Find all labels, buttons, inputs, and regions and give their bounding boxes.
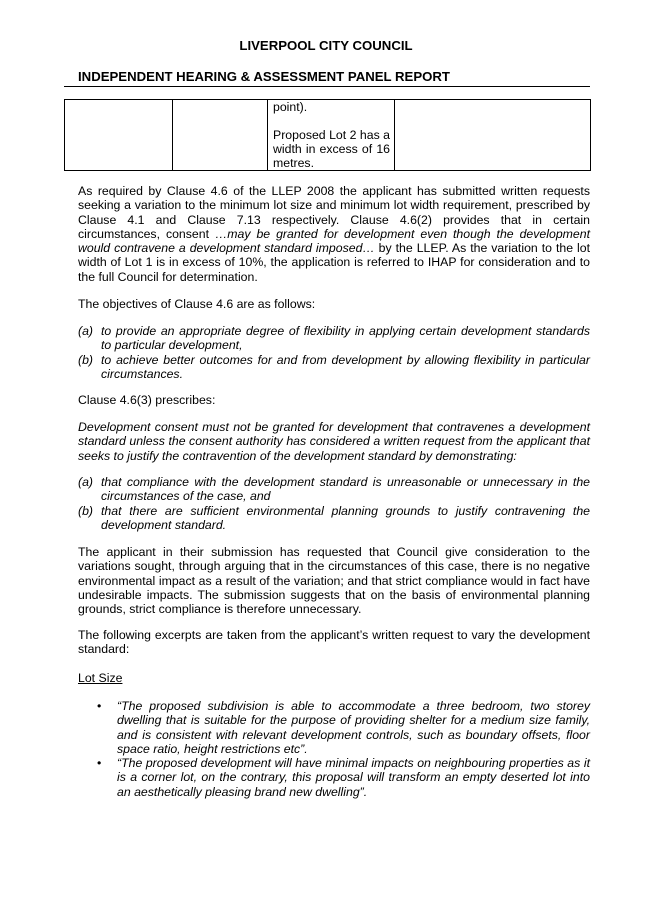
table-cell-empty-3 — [395, 100, 591, 171]
header-rule — [64, 86, 590, 87]
para1-quote: …may be granted for development even though the development would contravene a development standard imposed… — [78, 226, 590, 256]
list-item — [78, 324, 590, 353]
table-row — [65, 100, 591, 171]
list-marker: (b) — [78, 503, 94, 518]
list-item — [78, 353, 590, 382]
list-marker: (b) — [78, 352, 94, 367]
bullet-marker: • — [97, 699, 102, 713]
para1-part-a: As required by Clause 4.6 of the LLEP 2008 the applicant has submitted written requests seeking a variation to the minimum lot size and minimum lot width requirement, prescribed by Clause 4.1 and Clause 7.13 respectively. Clause 4.6(2) provides that in certain circumstances, consent — [78, 184, 590, 241]
list-item — [78, 475, 590, 504]
cell-text-2: Proposed Lot 2 has a width in excess of 16 metres. — [273, 128, 390, 170]
para-clause-4-6 — [78, 184, 590, 284]
cell-text-1: point). — [273, 100, 308, 114]
table-cell-text — [268, 100, 395, 171]
lot-size-heading: Lot Size — [78, 671, 123, 685]
report-title: INDEPENDENT HEARING & ASSESSMENT PANEL REPORT — [78, 69, 450, 84]
table-cell-empty-2 — [173, 100, 268, 171]
para-excerpts: The following excerpts are taken from the applicant’s written request to vary the development standard: — [78, 628, 590, 657]
list-text: that there are sufficient environmental planning grounds to justify contravening the development standard. — [101, 503, 590, 532]
list-marker: (a) — [78, 324, 94, 338]
continuation-table — [64, 99, 591, 171]
bullet-text: “The proposed development will have minimal impacts on neighbouring properties as it is a corner lot, on the contrary, this proposal will transform an empty deserted lot into an aesthetically pleasing brand new dwelling”. — [117, 756, 590, 799]
objectives-list — [78, 324, 590, 381]
clause-quote: Development consent must not be granted for development that contravenes a development standard unless the consent authority has considered a written request from the applicant that seeks to justify the contravention of the development standard by demonstrating: — [78, 420, 590, 463]
clause-intro: Clause 4.6(3) prescribes: — [78, 393, 216, 407]
list-item — [78, 504, 590, 533]
list-item — [97, 699, 590, 756]
excerpt-bullets — [97, 699, 590, 799]
bullet-text: “The proposed subdivision is able to accommodate a three bedroom, two storey dwelling that is suitable for the purpose of providing shelter for a medium size family, and is consistent with relevant development controls, such as boundary offsets, floor space ratio, height restrictions etc”. — [117, 699, 590, 756]
list-text: to provide an appropriate degree of flexibility in applying certain development standards to particular development, — [101, 324, 590, 353]
list-text: that compliance with the development standard is unreasonable or unnecessary in the circumstances of the case, and — [101, 475, 590, 504]
para-applicant: The applicant in their submission has requested that Council give consideration to the variations sought, through arguing that in the circumstances of this case, there is no negative environmental impact as a result of the variation; and that strict compliance would in fact have undesirable impacts. The submission suggests that on the basis of environmental planning grounds, strict compliance is therefore unnecessary. — [78, 545, 590, 617]
clause-items-list — [78, 475, 590, 532]
objectives-intro: The objectives of Clause 4.6 are as follows: — [78, 297, 316, 311]
list-marker: (a) — [78, 475, 94, 489]
list-item — [97, 756, 590, 799]
table-cell-empty-1 — [65, 100, 173, 171]
para1-part-c: by the LLEP. As the variation to the lot width of Lot 1 is in excess of 10%, the application is referred to IHAP for consideration and to the full Council for determination. — [78, 241, 591, 284]
list-text: to achieve better outcomes for and from development by allowing flexibility in particular circumstances. — [101, 352, 590, 381]
council-title: LIVERPOOL CITY COUNCIL — [239, 38, 413, 53]
bullet-marker: • — [97, 756, 102, 771]
